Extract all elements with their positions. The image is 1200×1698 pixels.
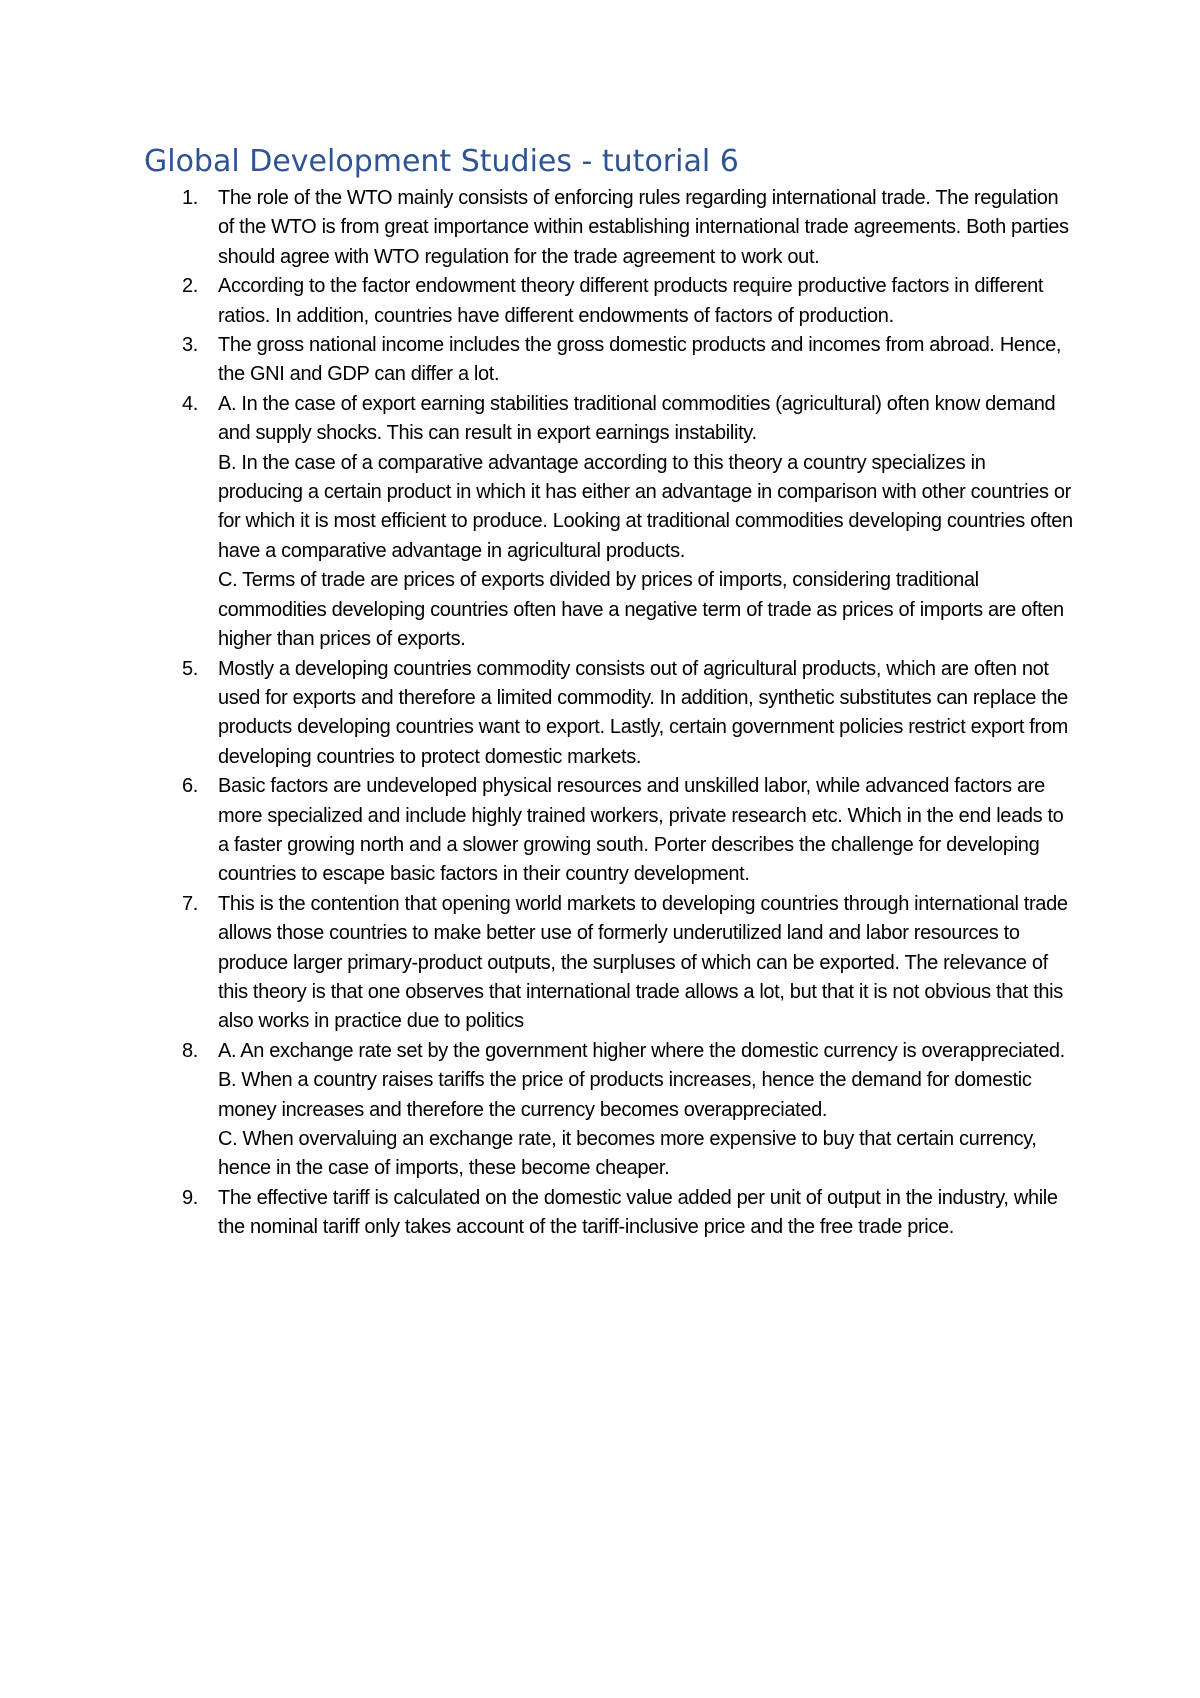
list-item-8 — [144, 1037, 1074, 1184]
list-number: 7. — [182, 892, 198, 915]
answer-paragraph: This is the contention that opening world markets to developing countries through international trade allows those countries to make better use of formerly underutilized land and labor resources to produce larger primary-product outputs, the surpluses of which can be exported. The relevance of this theory is that one observes that international trade allows a lot, but that it is not obvious that this also works in practice due to politics — [218, 892, 1068, 1033]
list-number: 3. — [182, 334, 198, 357]
list-item-5 — [144, 655, 1074, 773]
answer-list — [144, 184, 1074, 1243]
list-number: 9. — [182, 1186, 198, 1209]
list-number: 1. — [182, 187, 198, 209]
answer-paragraph: The role of the WTO mainly consists of enforcing rules regarding international trade. The regulation of the WTO is from great importance within establishing international trade agreements. Both parties should agree with WTO regulation for the trade agreement to work out. — [218, 187, 1069, 268]
answer-paragraph: Mostly a developing countries commodity consists out of agricultural products, which are often not used for exports and therefore a limited commodity. In addition, synthetic substitutes can replace the products developing countries want to export. Lastly, certain government policies restrict export from developing countries to protect domestic markets. — [218, 657, 1068, 768]
answer-paragraph-a: A. In the case of export earning stabilities traditional commodities (agricultural) often know demand and supply shocks. This can result in export earnings instability. — [218, 392, 1056, 445]
answer-paragraph: The gross national income includes the gross domestic products and incomes from abroad. Hence, the GNI and GDP can differ a lot. — [218, 334, 1062, 386]
list-number: 2. — [182, 275, 198, 298]
answer-paragraph: According to the factor endowment theory different products require productive factors in different ratios. In addition, countries have different endowments of factors of production. — [218, 275, 1044, 327]
list-item-3 — [144, 331, 1074, 390]
list-number: 4. — [182, 392, 198, 415]
answer-paragraph: Basic factors are undeveloped physical resources and unskilled labor, while advanced factors are more specialized and include highly trained workers, private research etc. Which in the end leads to a faster growing north and a slower growing south. Porter describes the challenge for developing countries to escape basic factors in their country development. — [218, 775, 1064, 886]
answer-paragraph: The effective tariff is calculated on the domestic value added per unit of output in the industry, while the nominal tariff only takes account of the tariff-inclusive price and the free trade price. — [218, 1186, 1058, 1239]
list-item-4 — [144, 390, 1074, 655]
list-number: 6. — [182, 775, 198, 798]
answer-paragraph-c: C. When overvaluing an exchange rate, it becomes more expensive to buy that certain currency, hence in the case of imports, these become cheaper. — [218, 1128, 1037, 1180]
list-number: 8. — [182, 1039, 198, 1062]
page-title: Global Development Studies - tutorial 6 — [144, 144, 739, 179]
list-item-2 — [144, 272, 1074, 331]
list-number: 5. — [182, 657, 198, 680]
list-item-9 — [144, 1184, 1074, 1243]
answer-paragraph-b: B. When a country raises tariffs the price of products increases, hence the demand for domestic money increases and therefore the currency becomes overappreciated. — [218, 1069, 1032, 1121]
answer-paragraph-c: C. Terms of trade are prices of exports divided by prices of imports, considering traditional commodities developing countries often have a negative term of trade as prices of imports are often higher than prices of exports. — [218, 569, 1064, 651]
answer-paragraph-a: A. An exchange rate set by the government higher where the domestic currency is overappreciated. — [218, 1039, 1065, 1062]
list-item-7 — [144, 890, 1074, 1037]
list-item-6 — [144, 772, 1074, 890]
list-item-1 — [144, 184, 1074, 272]
answer-paragraph-b: B. In the case of a comparative advantage according to this theory a country specializes in producing a certain product in which it has either an advantage in comparison with other countries or for which it is most efficient to produce. Looking at traditional commodities developing countries often have a comparative advantage in agricultural products. — [218, 451, 1073, 562]
